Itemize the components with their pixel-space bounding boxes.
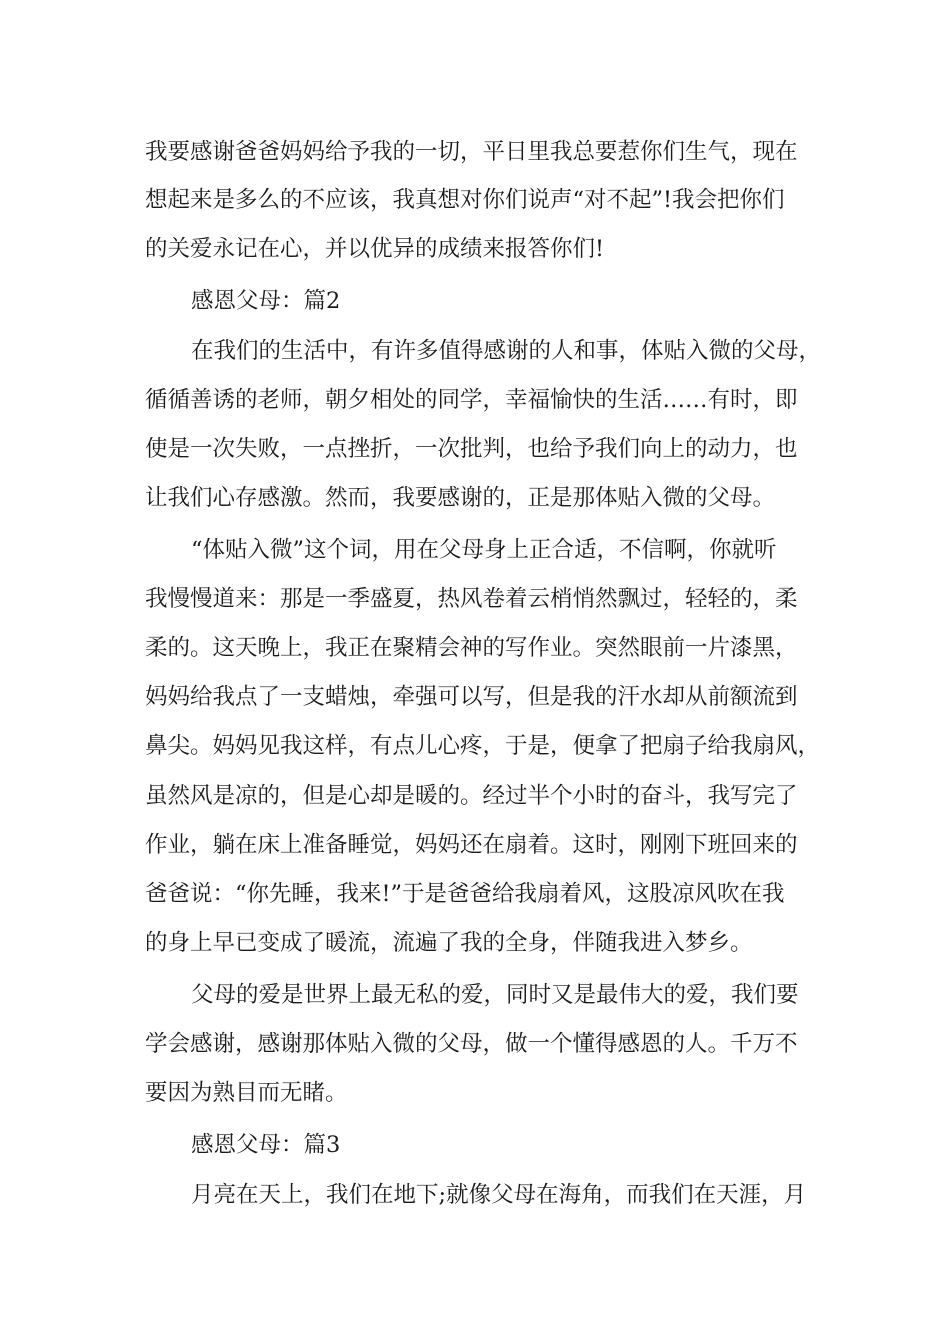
paragraph-line: 月亮在天上，我们在地下;就像父母在海角，而我们在天涯，月 bbox=[191, 1182, 807, 1208]
paragraph-line: 让我们心存感激。然而，我要感谢的，正是那体贴入微的父母。 bbox=[145, 485, 776, 511]
paragraph-line: 父母的爱是世界上最无私的爱，同时又是最伟大的爱，我们要 bbox=[191, 982, 799, 1008]
paragraph-line: 的关爱永记在心，并以优异的成绩来报答你们! bbox=[145, 236, 605, 262]
section-heading: 感恩父母：篇2 bbox=[191, 288, 341, 314]
paragraph-line: 妈妈给我点了一支蜡烛，牵强可以写，但是我的汗水却从前额流到 bbox=[145, 684, 798, 710]
paragraph-line: 虽然风是凉的，但是心却是暖的。经过半个小时的奋斗，我写完了 bbox=[145, 783, 798, 809]
paragraph-line: 我慢慢道来：那是一季盛夏，热风卷着云梢悄然飘过，轻轻的，柔 bbox=[145, 586, 798, 612]
paragraph-line: 作业，躺在床上准备睡觉，妈妈还在扇着。这时，刚刚下班回来的 bbox=[145, 832, 798, 858]
paragraph-line: 在我们的生活中，有许多值得感谢的人和事，体贴入微的父母， bbox=[191, 338, 822, 364]
paragraph-line: 循循善诱的老师，朝夕相处的同学，幸福愉快的生活……有时，即 bbox=[145, 387, 798, 413]
paragraph-line: 鼻尖。妈妈见我这样，有点儿心疼，于是，便拿了把扇子给我扇风， bbox=[145, 733, 821, 759]
paragraph-line: 爸爸说：“你先睡，我来!”于是爸爸给我扇着风，这股凉风吹在我 bbox=[145, 881, 785, 907]
section-heading: 感恩父母：篇3 bbox=[191, 1132, 341, 1158]
paragraph-line: “体贴入微”这个词，用在父母身上正合适，不信啊，你就听 bbox=[191, 537, 777, 563]
paragraph-line: 柔的。这天晚上，我正在聚精会神的写作业。突然眼前一片漆黑， bbox=[145, 635, 798, 661]
paragraph-line: 学会感谢，感谢那体贴入微的父母，做一个懂得感恩的人。千万不 bbox=[145, 1031, 798, 1057]
paragraph-line: 要因为熟目而无睹。 bbox=[145, 1080, 348, 1106]
paragraph-line: 的身上早已变成了暖流，流遍了我的全身，伴随我进入梦乡。 bbox=[145, 930, 753, 956]
paragraph-line: 我要感谢爸爸妈妈给予我的一切，平日里我总要惹你们生气，现在 bbox=[145, 139, 798, 165]
paragraph-line: 想起来是多么的不应该，我真想对你们说声“对不起”!我会把你们 bbox=[145, 187, 785, 213]
paragraph-line: 使是一次失败，一点挫折，一次批判，也给予我们向上的动力，也 bbox=[145, 436, 798, 462]
